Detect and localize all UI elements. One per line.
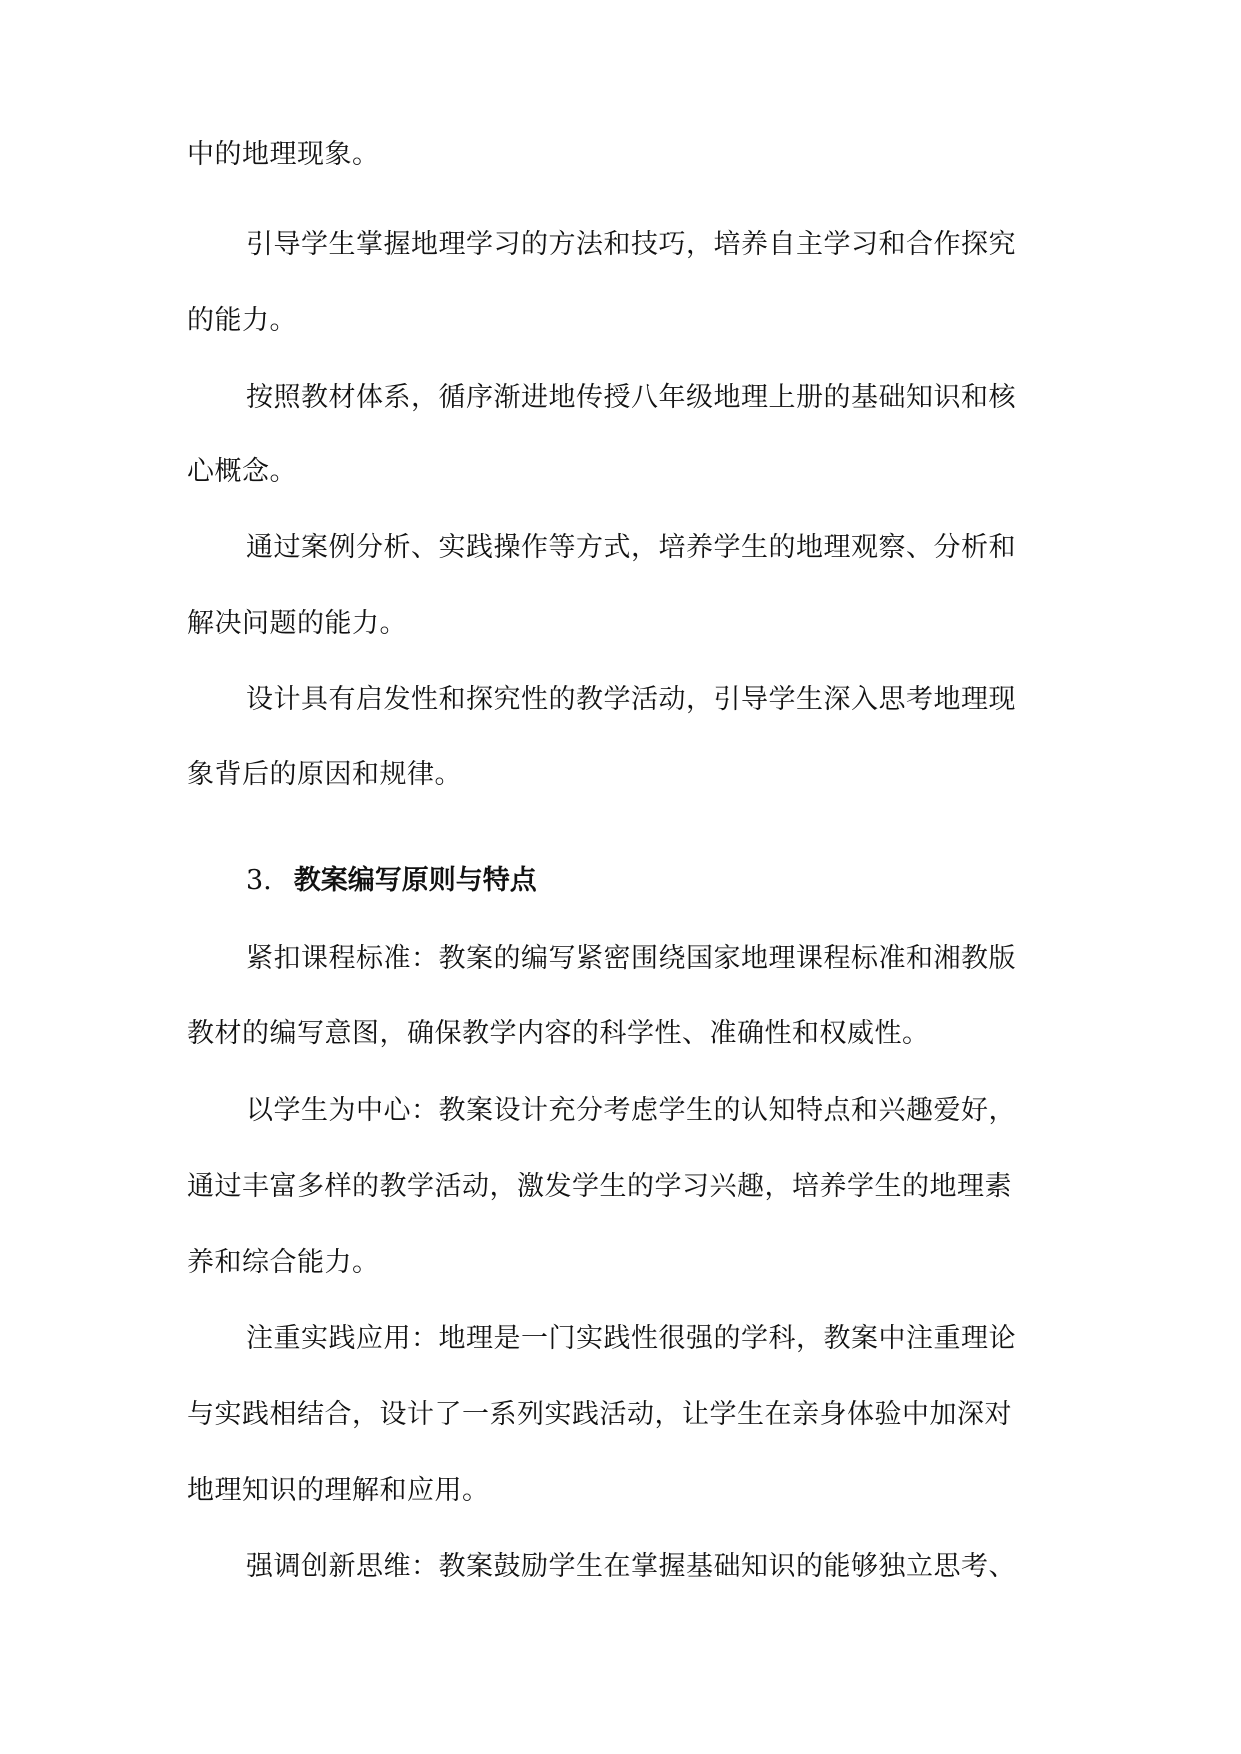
paragraph-line: 象背后的原因和规律。 bbox=[187, 759, 462, 790]
paragraph-line: 强调创新思维：教案鼓励学生在掌握基础知识的能够独立思考、 bbox=[246, 1551, 1016, 1582]
paragraph-line: 通过案例分析、实践操作等方式，培养学生的地理观察、分析和 bbox=[246, 532, 1016, 563]
paragraph-line: 注重实践应用：地理是一门实践性很强的学科，教案中注重理论 bbox=[246, 1323, 1016, 1354]
paragraph-line: 设计具有启发性和探究性的教学活动，引导学生深入思考地理现 bbox=[246, 684, 1016, 715]
paragraph-line: 以学生为中心：教案设计充分考虑学生的认知特点和兴趣爱好， bbox=[246, 1095, 1016, 1126]
paragraph-line: 地理知识的理解和应用。 bbox=[187, 1475, 490, 1506]
paragraph-line: 教材的编写意图，确保教学内容的科学性、准确性和权威性。 bbox=[187, 1018, 930, 1049]
paragraph-line: 解决问题的能力。 bbox=[187, 608, 407, 639]
paragraph-line: 按照教材体系，循序渐进地传授八年级地理上册的基础知识和核 bbox=[246, 382, 1016, 413]
paragraph-line: 引导学生掌握地理学习的方法和技巧，培养自主学习和合作探究 bbox=[246, 229, 1016, 260]
paragraph-line: 养和综合能力。 bbox=[187, 1247, 380, 1278]
section-number: 3. bbox=[246, 865, 272, 896]
section-heading bbox=[246, 864, 537, 898]
paragraph-line: 的能力。 bbox=[187, 305, 297, 336]
section-title: 教案编写原则与特点 bbox=[293, 865, 537, 896]
paragraph-line: 中的地理现象。 bbox=[187, 139, 380, 170]
paragraph-line: 紧扣课程标准：教案的编写紧密围绕国家地理课程标准和湘教版 bbox=[246, 943, 1016, 974]
paragraph-line: 通过丰富多样的教学活动，激发学生的学习兴趣，培养学生的地理素 bbox=[187, 1171, 1012, 1202]
paragraph-line: 心概念。 bbox=[187, 456, 297, 487]
paragraph-line: 与实践相结合，设计了一系列实践活动，让学生在亲身体验中加深对 bbox=[187, 1399, 1012, 1430]
